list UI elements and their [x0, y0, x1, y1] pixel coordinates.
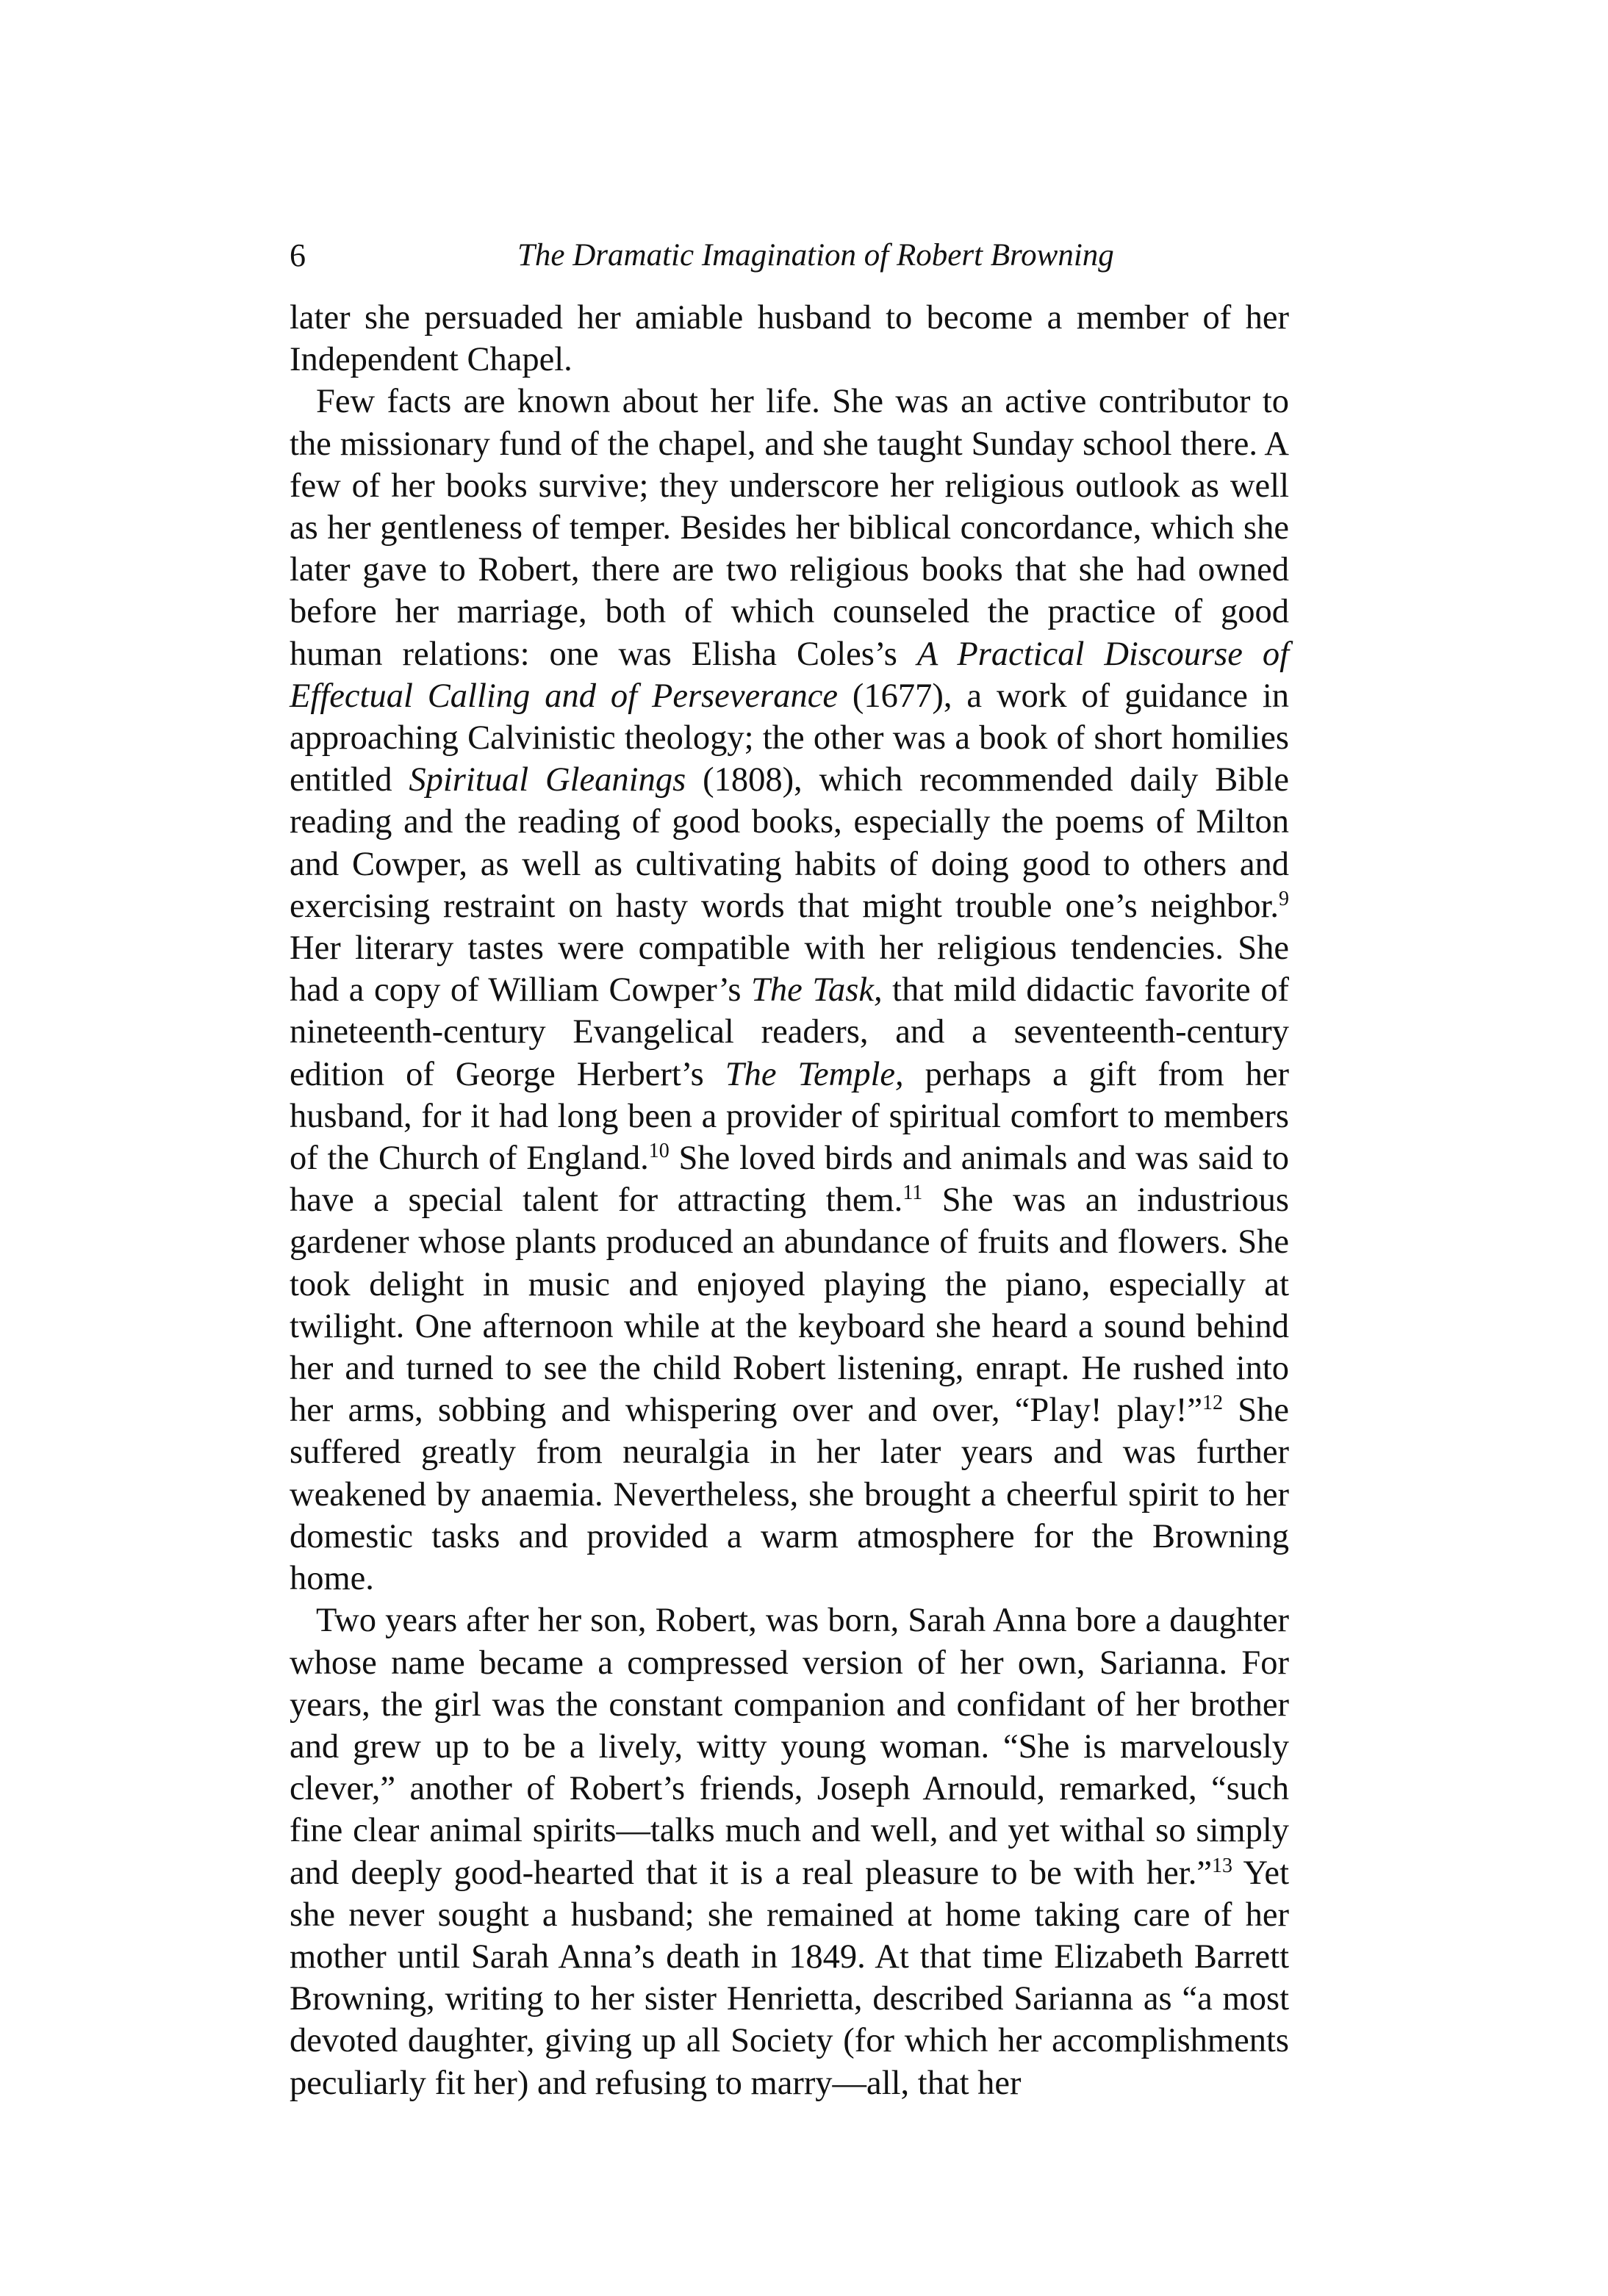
text-segment: Her literary tastes were compatible with her religious tendencies. She had a copy of William Cowper’s: [290, 929, 1289, 1010]
page-header: [290, 234, 1289, 278]
running-head: The Dramatic Imagination of Robert Browning: [517, 238, 1114, 273]
text-segment: later she persuaded her amiable husband to become a member of her Independent Chapel.: [290, 299, 1289, 379]
text-segment: Yet she never sought a husband; she remained at home taking care of her mother until Sarah Anna’s death in 1849. At that time Elizabeth Barrett Browning, writing to her sister Henrietta, described Sarianna as “a most devoted daughter, giving up all Society (for which her accomplishments peculiarly fit her) and refusing to marry—all, that her: [290, 1854, 1289, 2102]
footnote-marker-11[interactable]: 11: [902, 1181, 923, 1205]
paragraph-1: [290, 297, 1289, 381]
book-title-the-task: The Task,: [751, 971, 883, 1010]
text-segment: perhaps a gift from her husband, for it had long been a provider of spiritual comfort to members of the Church of England.: [290, 1055, 1289, 1178]
paragraph-2: [290, 381, 1289, 1599]
paragraph-3: [290, 1599, 1289, 2104]
book-title-the-temple: The Temple,: [725, 1055, 904, 1093]
footnote-marker-9[interactable]: 9: [1279, 887, 1289, 910]
text-segment: (1677), a work of guidance in approaching Calvinistic theology; the other was a book of short homilies entitled: [290, 677, 1289, 799]
text-segment: that mild didactic favorite of nineteenth-century Evangelical readers, and a seventeenth-century edition of George Herbert’s: [290, 971, 1289, 1093]
footnote-marker-13[interactable]: 13: [1211, 1854, 1232, 1877]
footnote-marker-10[interactable]: 10: [648, 1140, 670, 1163]
text-segment: She loved birds and animals and was said to have a special talent for attracting them.: [290, 1140, 1289, 1220]
footnote-marker-12[interactable]: 12: [1202, 1392, 1223, 1415]
body-text: [290, 297, 1289, 2104]
text-segment: (1808), which recommended daily Bible reading and the reading of good books, especially the poems of Milton and Cowper, as well as cultivating habits of doing good to others and exercising restraint on hasty words that might trouble one’s neighbor.: [290, 761, 1289, 925]
book-title-practical-discourse: A Practical Discourse of Effectual Calling and of Perseverance: [290, 635, 1289, 715]
page-number: 6: [290, 237, 306, 273]
text-segment: She was an industrious gardener whose plants produced an abundance of fruits and flowers. She took delight in music and enjoyed playing the piano, especially at twilight. One afternoon while at the keyboard she heard a sound behind her and turned to see the child Robert listening, enrapt. He rushed into her arms, sobbing and whispering over and over, “Play! play!”: [290, 1181, 1289, 1430]
text-segment: She suffered greatly from neuralgia in her later years and was further weakened by anaemia. Nevertheless, she brought a cheerful spirit to her domestic tasks and provided a warm atmosphere for the Browning home.: [290, 1392, 1290, 1598]
text-segment: Two years after her son, Robert, was born, Sarah Anna bore a daughter whose name became a compressed version of her own, Sarianna. For years, the girl was the constant companion and confidant of her brother and grew up to be a lively, witty young woman. “She is marvelously clever,” another of Robert’s friends, Joseph Arnould, remarked, “such fine clear animal spirits—talks much and well, and yet withal so simply and deeply good-hearted that it is a real pleasure to be with her.”: [290, 1602, 1289, 1892]
text-segment: Few facts are known about her life. She was an active contributor to the missionary fund of the chapel, and she taught Sunday school there. A few of her books survive; they underscore her religious outlook as well as her gentleness of temper. Besides her biblical concordance, which she later gave to Robert, there are two religious books that she had owned before her marriage, both of which counseled the practice of good human relations: one was Elisha Coles’s: [290, 383, 1289, 673]
book-title-spiritual-gleanings: Spiritual Gleanings: [409, 761, 686, 799]
